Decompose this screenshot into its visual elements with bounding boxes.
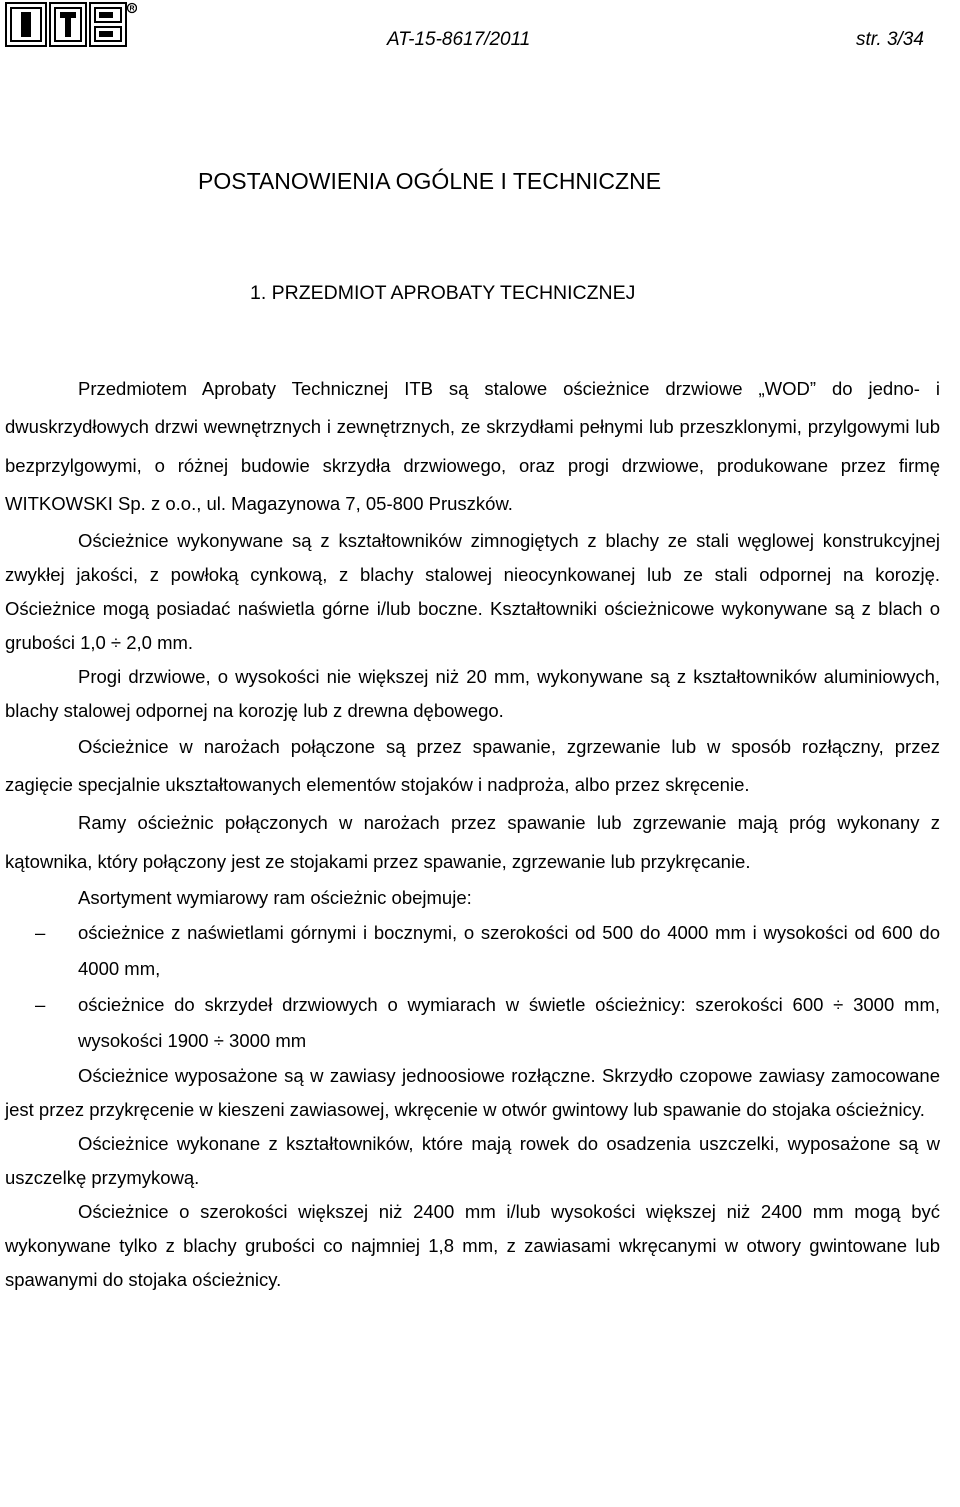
paragraph-corner-joints: Ościeżnice w narożach połączone są przez spawanie, zgrzewanie lub w sposób rozłączny, przez zagięcie specjalnie ukształtowanych elementów stojaków i nadproża, albo przez skręcenie. <box>5 735 940 796</box>
list-dash: – <box>35 994 46 1016</box>
paragraph-hinges: Ościeżnice wyposażone są w zawiasy jednoosiowe rozłączne. Skrzydło czopowe zawiasy zamocowane jest przez przykręcenie w kieszeni zawiasowej, wkręcenie w otwór gwintowy lub spawanie do stojaka ościeżnicy. <box>5 1065 940 1121</box>
list-item-text: ościeżnice do skrzydeł drzwiowych o wymiarach w świetle ościeżnicy: szerokości 600 ÷ 3000 mm, wysokości 1900 ÷ 3000 mm <box>78 994 940 1052</box>
paragraph-assortment: Asortyment wymiarowy ram ościeżnic obejmuje: <box>78 887 472 909</box>
assortment-list <box>5 915 940 1059</box>
paragraph-large-frames: Ościeżnice o szerokości większej niż 2400 mm i/lub wysokości większej niż 2400 mm mogą być wykonywane tylko z blachy grubości co najmniej 1,8 mm, z zawiasami wkręcanymi w otwory gwintowane lub spawanymi do stojaka ościeżnicy. <box>5 1201 940 1291</box>
document-id: AT-15-8617/2011 <box>387 29 531 50</box>
page-header <box>0 0 960 60</box>
document-body <box>5 370 940 1297</box>
page-title: POSTANOWIENIA OGÓLNE I TECHNICZNE <box>198 168 662 194</box>
section-heading: 1. PRZEDMIOT APROBATY TECHNICZNEJ <box>250 282 636 304</box>
paragraph-materials: Ościeżnice wykonywane są z kształtowników zimnogiętych z blachy ze stali węglowej konstrukcyjnej zwykłej jakości, z powłoką cynkową, z blachy stalowej nieocynkowanej lub ze stali odpornej na korozję. Ościeżnice mogą posiadać naświetla górne i/lub boczne. Kształtowniki ościeżnicowe wykonywane są z blach o grubości 1,0 ÷ 2,0 mm. <box>5 529 940 653</box>
list-item <box>5 915 940 987</box>
list-dash: – <box>35 922 46 944</box>
itb-logo <box>5 2 137 48</box>
paragraph-thresholds: Progi drzwiowe, o wysokości nie większej niż 20 mm, wykonywane są z kształtowników aluminiowych, blachy stalowej odpornej na korozję lub z drewna dębowego. <box>5 665 940 721</box>
paragraph-gasket: Ościeżnice wykonane z kształtowników, które mają rowek do osadzenia uszczelki, wyposażone są w uszczelkę przymykową. <box>5 1133 940 1189</box>
paragraph-subject: Przedmiotem Aprobaty Technicznej ITB są stalowe ościeżnice drzwiowe „WOD” do jedno- i dwuskrzydłowych drzwi wewnętrznych i zewnętrznych, ze skrzydłami pełnymi lub przeszklonymi, przylgowymi lub bezprzylgowymi, o różnej budowie skrzydła drzwiowego, oraz progi drzwiowe, produkowane przez firmę WITKOWSKI Sp. z o.o., ul. Magazynowa 7, 05-800 Pruszków. <box>5 378 940 515</box>
paragraph-frames: Ramy ościeżnic połączonych w narożach przez spawanie lub zgrzewanie mają próg wykonany z kątownika, który połączony jest ze stojakami przez spawanie, zgrzewanie lub przykręcanie. <box>5 812 940 872</box>
page-number: str. 3/34 <box>856 29 924 50</box>
list-item <box>5 987 940 1059</box>
list-item-text: ościeżnice z naświetlami górnymi i bocznymi, o szerokości od 500 do 4000 mm i wysokości od 600 do 4000 mm, <box>78 922 940 980</box>
svg-text:R: R <box>129 5 135 13</box>
